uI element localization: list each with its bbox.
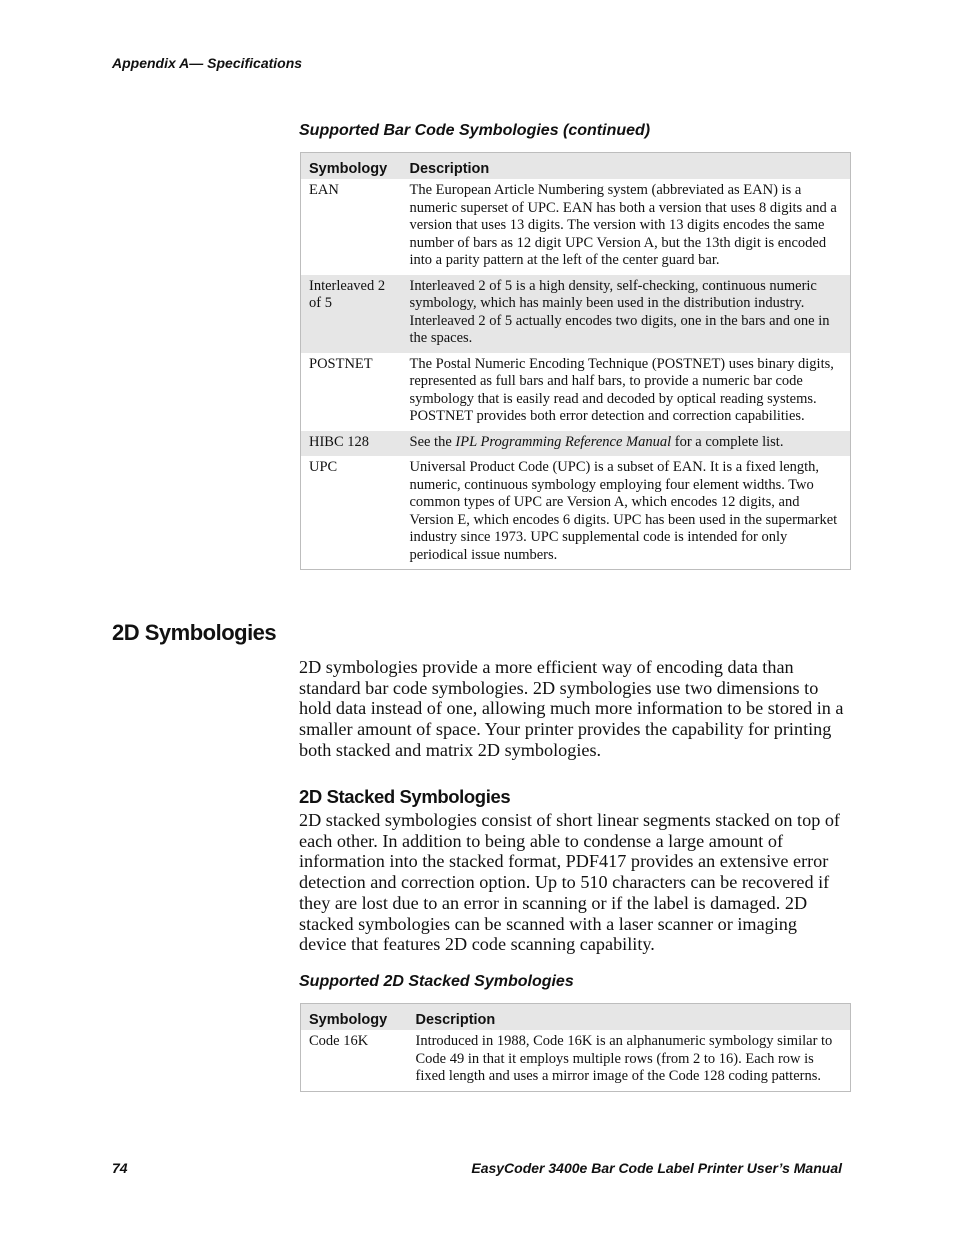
table-caption-barcode: Supported Bar Code Symbologies (continued) (299, 122, 651, 139)
table-row (301, 353, 851, 431)
manual-title: EasyCoder 3400e Bar Code Label Printer User’s Manual (471, 1160, 842, 1176)
table-row (301, 456, 851, 570)
page-number: 74 (112, 1160, 128, 1176)
table-header-row (301, 153, 851, 180)
description-cell (402, 431, 851, 457)
subsection-heading-stacked: 2D Stacked Symbologies (299, 786, 511, 807)
stacked-paragraph: 2D stacked symbologies consist of short linear segments stacked on top of each other. In addition to being able to condense a large amount of information into the stacked format, PDF417 provides an extensive error detection and correction option. Up to 510 characters can be recovered if they are lost due to an error in scanning or if the label is damaged. 2D stacked symbologies can be scanned with a laser scanner or imaging device that features 2D code scanning capability. (299, 810, 840, 955)
running-head: Appendix A— Specifications (112, 55, 303, 71)
table-row (301, 179, 851, 275)
description-cell: Introduced in 1988, Code 16K is an alphanumeric symbology similar to Code 49 in that it employs multiple rows (from 2 to 16). Each row is fixed length and uses a mirror image of the Code 128 coding patterns. (415, 1033, 833, 1084)
table-caption-stacked: Supported 2D Stacked Symbologies (299, 973, 574, 990)
stacked-symbologies-table (300, 1003, 851, 1092)
description-cell: Universal Product Code (UPC) is a subset of EAN. It is a fixed length, numeric, continuous symbology employing four element widths. Two common types of UPC are Version A, which encodes 12 digits, and Version E, which encodes 6 digits. UPC has been used in the supermarket industry since 1973. UPC supplemental code is intended for only periodical issue numbers. (409, 459, 838, 563)
description-cell: Interleaved 2 of 5 is a high density, self-checking, continuous numeric symbology, which has mainly been used in the distribution industry. Interleaved 2 of 5 actually encodes two digits, one in the bars and one in the spaces. (402, 275, 851, 353)
column-header-symbology: Symbology (301, 1004, 408, 1031)
symbology-cell: Code 16K (309, 1033, 369, 1049)
barcode-symbologies-table (300, 152, 851, 570)
column-header-description: Description (402, 153, 851, 180)
manual-reference: IPL Programming Reference Manual (455, 433, 672, 450)
table-row (301, 1030, 851, 1091)
table-row (301, 275, 851, 353)
section-heading-2d-symbologies: 2D Symbologies (112, 620, 277, 645)
description-text: See the (409, 433, 456, 450)
table-row (301, 431, 851, 457)
table-header-row (301, 1004, 851, 1031)
column-header-symbology: Symbology (301, 153, 402, 180)
description-cell: The Postal Numeric Encoding Technique (POSTNET) uses binary digits, represented as full bars and half bars, to provide a numeric bar code symbology that is easily read and decoded by optical reading systems. POSTNET provides both error detection and correction capabilities. (409, 355, 834, 424)
symbology-cell: HIBC 128 (301, 431, 402, 457)
symbology-cell: Interleaved 2 of 5 (301, 275, 402, 353)
symbology-cell: UPC (309, 459, 338, 475)
intro-paragraph: 2D symbologies provide a more efficient way of encoding data than standard bar code symbologies. 2D symbologies use two dimensions to hold data instead of one, allowing much more information to be stored in a smaller amount of space. Your printer provides the capability for printing both stacked and matrix 2D symbologies. (299, 657, 844, 760)
symbology-cell: EAN (309, 182, 339, 198)
description-text: for a complete list. (671, 433, 784, 450)
symbology-cell: POSTNET (309, 355, 373, 372)
column-header-description: Description (408, 1004, 851, 1031)
description-cell: The European Article Numbering system (abbreviated as EAN) is a numeric superset of UPC. EAN has both a version that uses 8 digits and a version that uses 13 digits. The version with 13 digits encodes the same number of bars as 12 digit UPC Version A, but the 13th digit is encoded into a parity pattern at the left of the center guard bar. (409, 182, 837, 268)
